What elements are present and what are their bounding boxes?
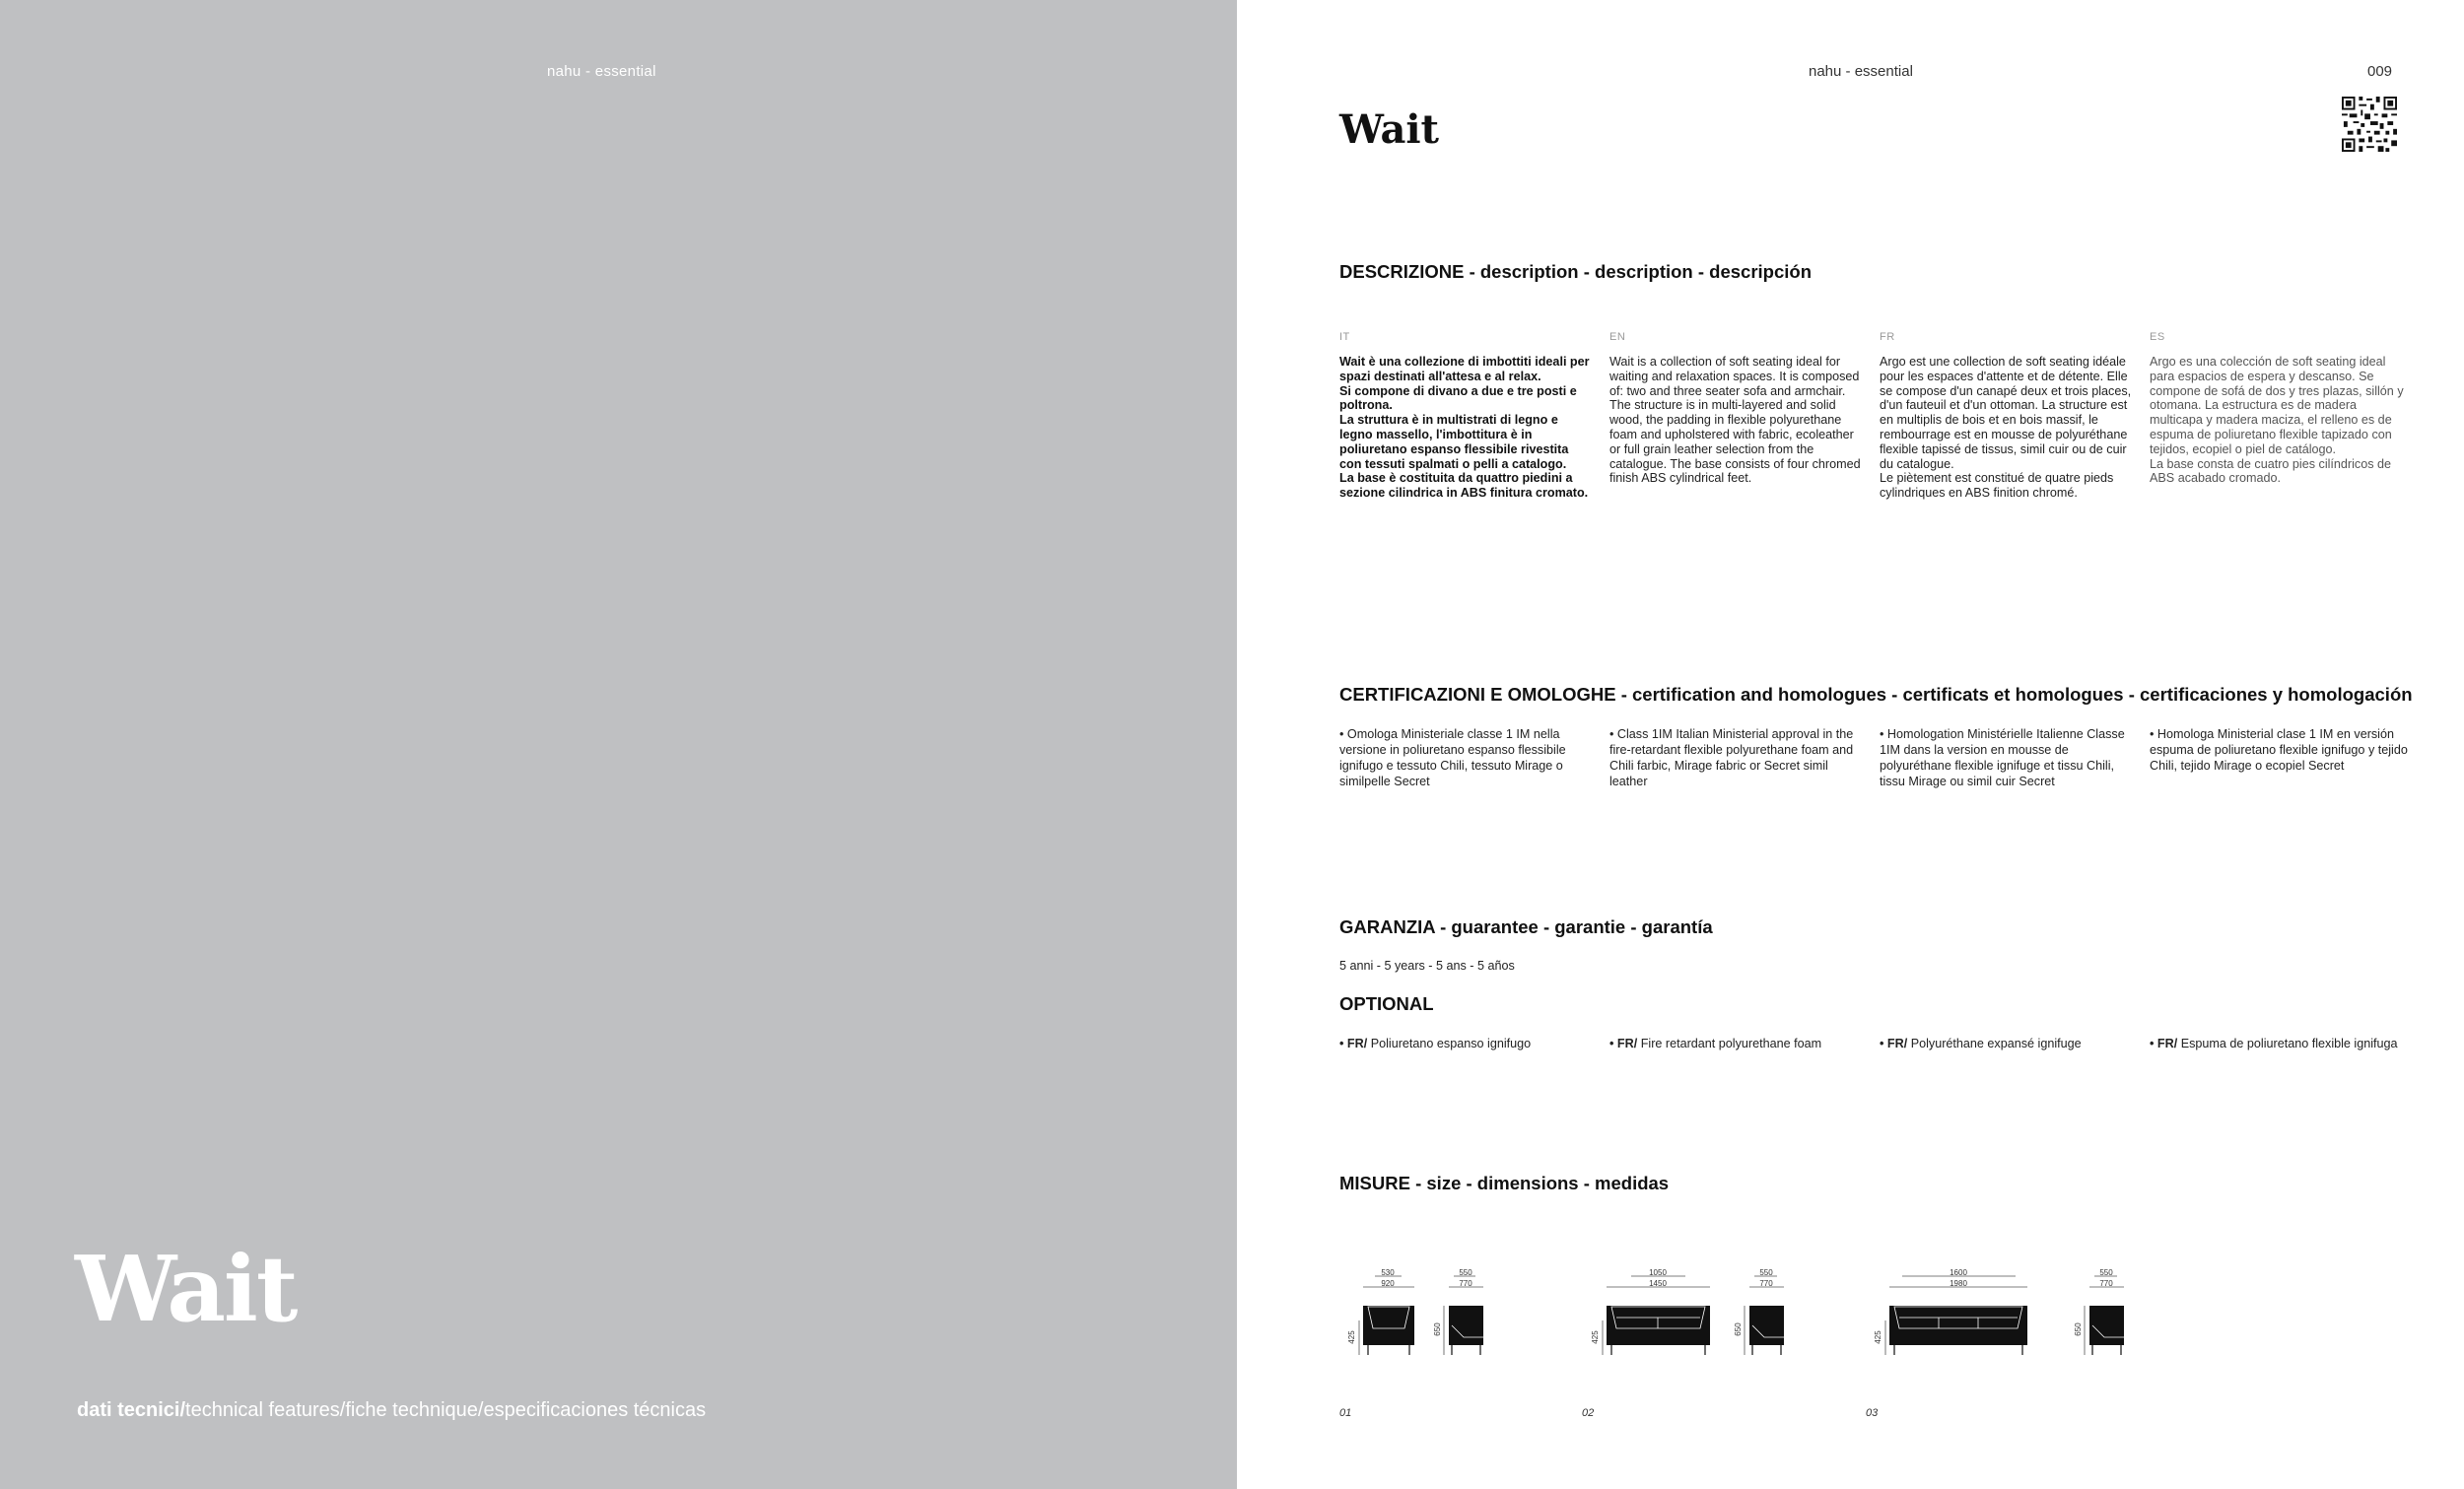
cover-subtitle [77, 1399, 706, 1422]
dim-label: 920 [1381, 1279, 1395, 1288]
diagram-number: 03 [1866, 1407, 1879, 1419]
product-title: Wait [1339, 106, 1440, 153]
subtitle-bold: dati tecnici/ [77, 1399, 186, 1421]
dim-label: 1600 [1950, 1268, 1967, 1277]
description-fr: Argo est une collection de soft seating idéale pour les espaces d'attente et de détente. Elle se compose d'un canapé deux et trois places, d'un fauteuil et d'un ottoman. La structure est en multiplis de bois et en bois massif, le rembourrage est en mousse de polyuréthane flexible tapissé de tissus, simil cuir ou de cuir du catalogue. Le piètement est constitué de quatre pieds cylindriques en ABS finition chromé. [1880, 355, 2132, 501]
dim-label: 770 [1459, 1279, 1472, 1288]
optional-text: Poliuretano espanso ignifugo [1367, 1037, 1532, 1050]
description-es: Argo es una colección de soft seating ideal para espacios de espera y descanso. Se compone de sofá de dos y tres plazas, sillón y otomana. La estructura es de madera multicapa y madera maciza, el relleno es de espuma de poliuretano flexible tapizado con tejidos, ecopiel o piel de catálogo. La base consta de cuatro pies cilíndricos de ABS acabado cromado. [2150, 355, 2404, 486]
dim-label: 770 [1759, 1279, 1773, 1288]
dim-label: 550 [1459, 1268, 1472, 1277]
certification-it: • Omologa Ministeriale classe 1 IM nella versione in poliuretano espanso flessibile ignifugo e tessuto Chili, tessuto Mirage o similpelle Secret [1339, 727, 1566, 788]
description-heading: DESCRIZIONE - description - description - descripción [1339, 261, 1813, 282]
optional-fr [1880, 1036, 2138, 1051]
armchair-diagram [1335, 1266, 1533, 1365]
dim-label: 1980 [1950, 1279, 1967, 1288]
dim-label: 650 [2074, 1322, 2083, 1336]
optional-heading: OPTIONAL [1339, 993, 1434, 1014]
two-seater-diagram [1577, 1266, 1833, 1365]
certification-en: • Class 1IM Italian Ministerial approval in the fire-retardant flexible polyurethane foam and Chili farbic, Mirage fabric or Secret simil leather [1609, 727, 1854, 788]
optional-es [2150, 1036, 2408, 1051]
certification-es: • Homologa Ministerial clase 1 IM en versión espuma de poliuretano flexible ignifugo y tejido Chili, tejido Mirage o ecopiel Secret [2150, 727, 2408, 773]
diagram-number: 01 [1339, 1407, 1352, 1419]
warranty-heading: GARANZIA - guarantee - garantie - garantía [1339, 916, 1713, 937]
spec-page [1237, 0, 2464, 1489]
optional-tag: • FR/ [2150, 1037, 2178, 1050]
description-it: Wait è una collezione di imbottiti ideali per spazi destinati all'attesa e al relax. Si compone di divano a due e tre posti e poltrona. La struttura è in multistrati di legno e legno massello, l'imbottitura è in poliuretano espanso flessibile rivestita con tessuti spalmati o pelli a catalogo. La base è costituita da quattro piedini a sezione cilindrica in ABS finitura cromato. [1339, 355, 1590, 501]
dim-label: 425 [1347, 1330, 1356, 1344]
page-number: 009 [2367, 63, 2393, 80]
optional-text: Polyuréthane expansé ignifuge [1907, 1037, 2082, 1050]
optional-en [1609, 1036, 1868, 1051]
lang-label-es: ES [2150, 331, 2165, 343]
dim-label: 550 [1759, 1268, 1773, 1277]
dim-label: 1050 [1649, 1268, 1667, 1277]
dim-label: 550 [2099, 1268, 2113, 1277]
cover-title: Wait [75, 1236, 297, 1342]
description-en: Wait is a collection of soft seating ideal for waiting and relaxation spaces. It is composed of: two and three seater sofa and armchair. The structure is in multi-layered and solid wood, the padding in flexible polyurethane foam and upholstered with fabric, ecoleather or full grain leather selection from the catalogue. The base consists of four chromed finish ABS cylindrical feet. [1609, 355, 1861, 486]
dim-label: 1450 [1649, 1279, 1667, 1288]
warranty-text: 5 anni - 5 years - 5 ans - 5 años [1339, 959, 1515, 973]
dim-label: 650 [1734, 1322, 1743, 1336]
lang-label-it: IT [1339, 331, 1350, 343]
brand-header: nahu - essential [547, 63, 656, 80]
optional-tag: • FR/ [1339, 1037, 1368, 1050]
certification-fr: • Homologation Ministérielle Italienne Classe 1IM dans la version en mousse de polyuréthane flexible ignifuge et tissu Chili, tissu Mirage ou simil cuir Secret [1880, 727, 2125, 788]
dim-label: 425 [1591, 1330, 1600, 1344]
lang-label-fr: FR [1880, 331, 1895, 343]
dim-label: 425 [1874, 1330, 1882, 1344]
optional-tag: • FR/ [1880, 1037, 1908, 1050]
dim-label: 770 [2099, 1279, 2113, 1288]
certification-heading: CERTIFICAZIONI E OMOLOGHE - certification and homologues - certificats et homologues - certificaciones y homologación [1339, 684, 2413, 705]
qr-code-icon[interactable] [2342, 97, 2397, 152]
subtitle-rest: technical features/fiche technique/especificaciones técnicas [185, 1399, 707, 1421]
diagram-number: 02 [1582, 1407, 1595, 1419]
brand-header: nahu - essential [1809, 63, 1913, 80]
optional-text: Espuma de poliuretano flexible ignifuga [2177, 1037, 2398, 1050]
optional-tag: • FR/ [1609, 1037, 1638, 1050]
sizes-heading: MISURE - size - dimensions - medidas [1339, 1173, 1670, 1193]
lang-label-en: EN [1609, 331, 1626, 343]
optional-it [1339, 1036, 1598, 1051]
three-seater-diagram [1858, 1266, 2154, 1365]
dim-label: 530 [1381, 1268, 1395, 1277]
dim-label: 650 [1433, 1322, 1442, 1336]
optional-text: Fire retardant polyurethane foam [1637, 1037, 1822, 1050]
